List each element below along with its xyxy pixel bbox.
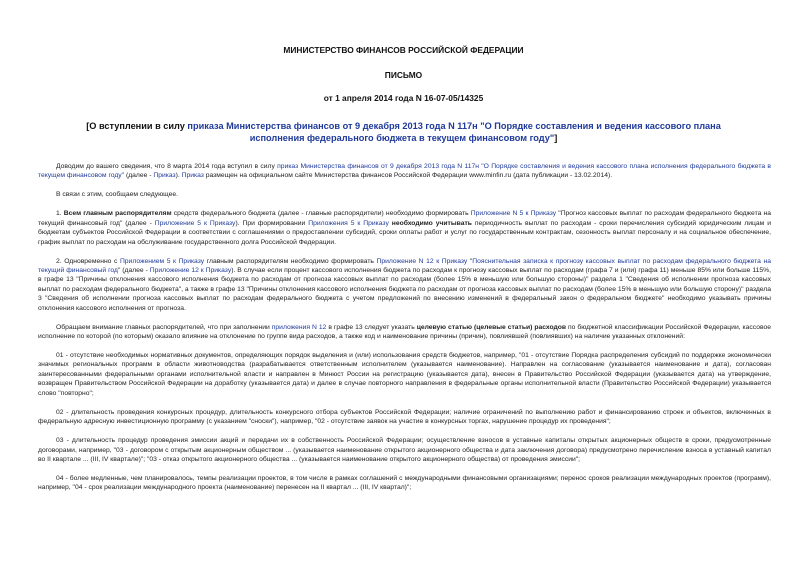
text-span: периодичность выплат по расходам - сроки перечисления субсидий юридическим лицам и бюджетам субъектов Российской Федерации в соответствии с соглашениями о предоставлении субсидий, сроки оплаты работ и услуг по государственным контрактам, сезонность выплат персоналу и на социальное обеспечение, график выплат по расходам на обслуживание государственного долга Российской Федерации. (38, 219, 772, 246)
text-span: в графе 13 следует указать (326, 323, 417, 331)
text-span: 2. Одновременно с (56, 257, 120, 265)
paragraph-item-2 (38, 257, 771, 313)
order-short-link[interactable]: Приказ (181, 172, 204, 180)
title-prefix: [О вступлении в силу (86, 121, 188, 131)
text-span: "Прогноз кассовых выплат по расходам федерального бюджета на текущий финансовый год" (далее - (38, 210, 771, 227)
document-body (38, 162, 771, 502)
paragraph-item-1 (38, 209, 771, 247)
text-span: Доводим до вашего сведения, что 8 марта 2014 года вступил в силу (56, 163, 278, 170)
appendix-12-link[interactable]: Приложение N 12 к Приказу (376, 257, 468, 265)
bold-text: необходимо учитывать (391, 219, 472, 227)
order-link-title[interactable]: приказа Министерства финансов от 9 декабря 2013 года N 117н "О Порядке составления и ведения кассового плана исполнения федерального бюджета в текущем финансовом году" (187, 121, 721, 143)
explanatory-note-link[interactable]: Пояснительная записка к прогнозу кассовых выплат по расходам федерального бюджета на текущий финансовый год (38, 257, 771, 275)
order-link[interactable]: приказ Министерства финансов от 9 декабря 2013 года N 117н "О Порядке составления и ведения кассового плана исполнения федерального бюджета в текущем финансовом году" (38, 163, 771, 180)
text-span: по бюджетной классификации Российской Федерации, кассовое исполнение по которой (по которым) оказало влияние на отклонение по группе вида расходов, а также код и наименование причины (причин), повлиявшей (повлиявших) на наличие указанных отклонений: (38, 323, 771, 341)
text-span: " (467, 257, 473, 265)
text-span: ). (175, 172, 182, 180)
text-span: размещен на официальном сайте Министерства финансов Российской Федерации www.minfin.ru (дата публикации - 13.02.2014). (203, 172, 613, 180)
document-date-number: от 1 апреля 2014 года N 16-07-05/14325 (323, 93, 484, 103)
appendix-5-link[interactable]: Приложения 5 к Приказу (308, 219, 389, 227)
document-title (60, 120, 747, 144)
bold-text: целевую статью (целевые статьи) расходов (416, 323, 567, 331)
appendix-5-link[interactable]: Приложение N 5 к Приказу (470, 210, 557, 218)
paragraph-code-02: 02 - длительность проведения конкурсных процедур, длительность конкурсного отбора субъектов Российской Федерации; наличие ограничений по выполнению работ и финансированию строек и объектов, включенных в федеральную адресную инвестиционную программу (с указанием "сноски"), например, "02 - отсутствие заявок на участие в конкурсных торгах, нарушение процедур их проведения"; (38, 408, 771, 426)
paragraph-notice: В связи с этим, сообщаем следующее. (56, 191, 179, 199)
paragraph-intro (38, 162, 771, 181)
appendix-12-link[interactable]: приложения N 12 (271, 323, 327, 331)
appendix-5-link[interactable]: Приложением 5 к Приказу (119, 257, 205, 265)
text-span: Обращаем внимание главных распорядителей, что при заполнении (56, 323, 272, 331)
paragraph-code-03: 03 - длительность процедур проведения эмиссии акций и передачи их в собственность Российской Федерации; осуществление взносов в уставные капиталы открытых акционерных обществ в сроки, предусмотренные договорами, например, "03 - договором с открытым акционерным обществом ... (указывается наименование открытого акционерного общества и дата заключения договора) предусмотрено перечисление взноса в уставный капитал во II квартале ... (III, IV квартале)"; "03 - отказ открытого акционерного общества ... (указывается наименование открытого акционерного общества) от проведения эмиссии"; (38, 437, 771, 463)
document-type-heading: ПИСЬМО (384, 70, 423, 80)
paragraph-attention (38, 323, 771, 342)
order-short-link[interactable]: Приказ (153, 172, 176, 180)
paragraph-code-01: 01 - отсутствие необходимых нормативных документов, определяющих порядок выделения и (или) использования средств бюджетов, например, "01 - отсутствие Порядка распределения субсидий по поддержке экономически значимых региональных программ в области животноводства (разрабатывается ответственным исполнителем (указывается наименование). Направлен на согласование (указывается наименование и дата), согласован заинтересованными федеральными органами исполнительной власти и направлен в Минюст России на регистрацию (указывается дата), внесен в Правительство Российской Федерации (указывается дата) на утверждение, возвращен Правительством Российской Федерации на доработку (указывается дата) и далее в случае повторного направления в федеральные органы исполнительной власти (Правительство Российской Федерации) указывается слово "повторно"; (38, 352, 771, 397)
text-span: ). В случае если процент кассового исполнения бюджета по расходам к прогнозу кассовых выплат по расходам (графа 7 и (или) графа 11) меньше 85% или больше 115%, в графе 13 "Причины отклонения кассового исполнения бюджета по расходам от прогноза кассовых выплат по расходам (более 15% в меньшую или большую стороны)" раздела 1 "Сведения об исполнении прогноза кассовых выплат по расходам федерального бюджета", а также в графе 13 "Причины отклонения кассового исполнения бюджета по расходам от прогноза кассовых выплат по расходам (более 15% в меньшую или большую сторону)" раздела 3 "Сведения об исполнении прогноза кассовых выплат по расходам федерального бюджета с учетом предложений по внесению изменений в федеральный закон о федеральном бюджете" необходимо указывать причины отклонения кассового исполнения от прогноза. (38, 267, 771, 312)
appendix-12-link[interactable]: Приложение 12 к Приказу (149, 267, 232, 275)
text-span: главным распорядителям необходимо формировать (204, 257, 377, 265)
bold-text: Всем главным распорядителям (63, 210, 172, 218)
text-span: средств федерального бюджета (далее - главные распорядители) необходимо формировать (171, 210, 471, 218)
text-span: (далее - (124, 172, 154, 180)
ministry-heading: МИНИСТЕРСТВО ФИНАНСОВ РОССИЙСКОЙ ФЕДЕРАЦИИ (283, 45, 524, 55)
appendix-5-link[interactable]: Приложение 5 к Приказу (154, 219, 236, 227)
text-span: ). При формировании (235, 219, 309, 227)
text-span: " (далее - (117, 267, 150, 275)
title-suffix: ] (554, 133, 558, 143)
text-span: 1. (56, 210, 64, 218)
paragraph-code-04: 04 - более медленные, чем планировалось, темпы реализации проектов, в том числе в рамках соглашений с международными финансовыми организациями; перенос сроков реализации международных проектов (программ), например, "04 - срок реализации международного проекта (наименование) перенесен на II квартал ... (III, IV квартал)"; (38, 474, 771, 492)
